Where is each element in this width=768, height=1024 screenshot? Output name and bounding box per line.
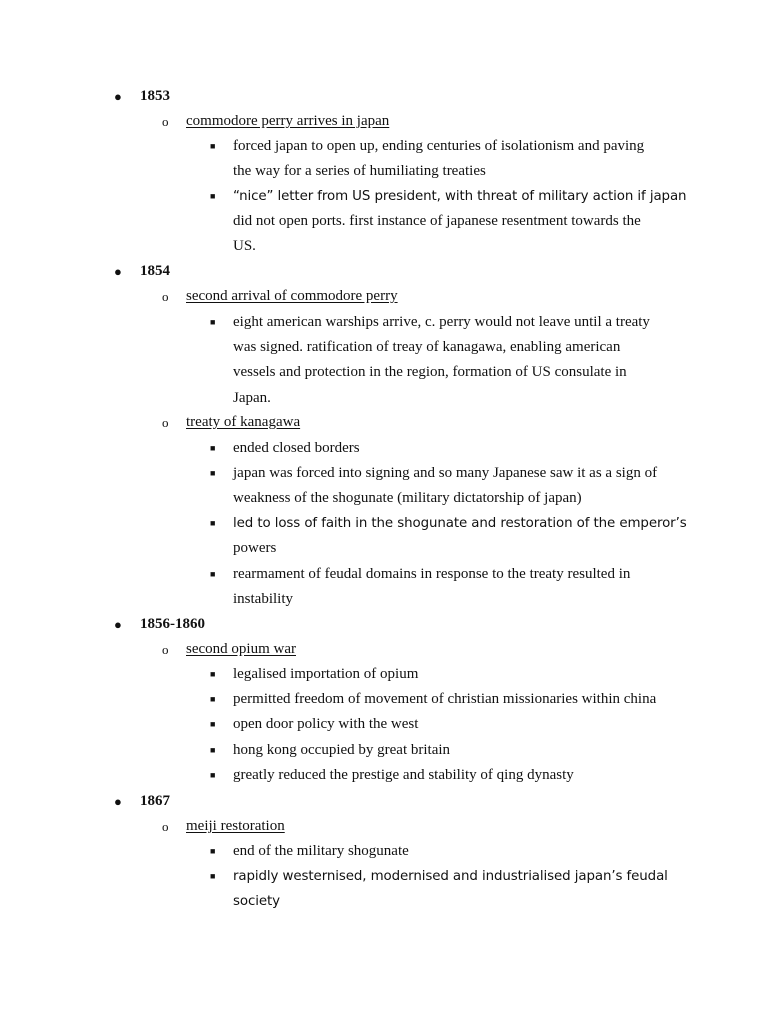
bullet-square-icon: ■ [210,443,216,453]
point-line: society [233,894,280,910]
point-text [233,712,418,737]
bullet-circle-icon: o [162,819,169,834]
point-text [233,763,574,788]
point-line: “nice” letter from US president, with threat of military action if japan [233,189,687,204]
bullet-square-icon: ■ [210,191,216,201]
point-line: japan was forced into signing and so many Japanese saw it as a sign of [233,465,658,481]
bullet-circle-icon: o [162,114,169,129]
bullet-square-icon: ■ [210,518,216,528]
topic-heading: meiji restoration [186,818,285,834]
point-text [233,184,686,260]
point-text [233,738,450,763]
point-text [233,839,409,864]
point-line: rearmament of feudal domains in response to the treaty resulted in [233,566,631,582]
point-line: greatly reduced the prestige and stability of qing dynasty [233,767,574,783]
point-text [233,864,668,914]
topic-heading: treaty of kanagawa [186,414,301,430]
bullet-square-icon: ■ [210,569,216,579]
point-line: weakness of the shogunate (military dictatorship of japan) [233,490,582,507]
point-line: instability [233,591,293,608]
bullet-square-icon: ■ [210,669,216,679]
point-text [233,134,644,184]
point-text [233,436,360,461]
point-line: vessels and protection in the region, formation of US consulate in [233,364,627,381]
point-line: led to loss of faith in the shogunate and restoration of the emperor’s [233,516,687,531]
point-line: rapidly westernised, modernised and industrialised japan’s feudal [233,869,668,884]
bullet-square-icon: ■ [210,317,216,327]
point-line: the way for a series of humiliating treaties [233,163,486,180]
topic-heading: second arrival of commodore perry [186,288,398,304]
bullet-square-icon: ■ [210,468,216,478]
point-line: did not open ports. first instance of japanese resentment towards the [233,213,641,230]
point-line: end of the military shogunate [233,843,409,859]
point-line: US. [233,238,256,255]
year-heading: 1853 [140,88,170,104]
point-text [233,511,687,561]
bullet-square-icon: ■ [210,141,216,151]
point-line: permitted freedom of movement of christian missionaries within china [233,691,657,707]
point-text [233,662,418,687]
point-line: open door policy with the west [233,716,419,732]
point-line: powers [233,540,277,557]
bullet-dot-icon: ● [114,617,122,632]
point-line: hong kong occupied by great britain [233,742,451,758]
topic-heading: second opium war [186,641,296,657]
year-heading: 1867 [140,793,170,809]
point-text [233,461,657,511]
topic-heading: commodore perry arrives in japan [186,113,390,129]
bullet-square-icon: ■ [210,719,216,729]
point-line: ended closed borders [233,440,360,456]
bullet-dot-icon: ● [114,794,122,809]
bullet-square-icon: ■ [210,694,216,704]
point-line: eight american warships arrive, c. perry would not leave until a treaty [233,314,650,330]
bullet-square-icon: ■ [210,871,216,881]
bullet-square-icon: ■ [210,846,216,856]
bullet-circle-icon: o [162,642,169,657]
point-line: Japan. [233,389,271,406]
point-text [233,687,656,712]
point-line: was signed. ratification of treay of kanagawa, enabling american [233,339,621,356]
bullet-square-icon: ■ [210,770,216,780]
bullet-circle-icon: o [162,415,169,430]
point-text [233,562,630,612]
year-heading: 1854 [140,263,170,279]
bullet-square-icon: ■ [210,745,216,755]
point-line: legalised importation of opium [233,666,419,682]
bullet-dot-icon: ● [114,89,122,104]
point-line: forced japan to open up, ending centuries of isolationism and paving [233,138,645,154]
bullet-circle-icon: o [162,289,169,304]
year-heading: 1856-1860 [140,616,205,632]
point-text [233,310,650,411]
bullet-dot-icon: ● [114,264,122,279]
